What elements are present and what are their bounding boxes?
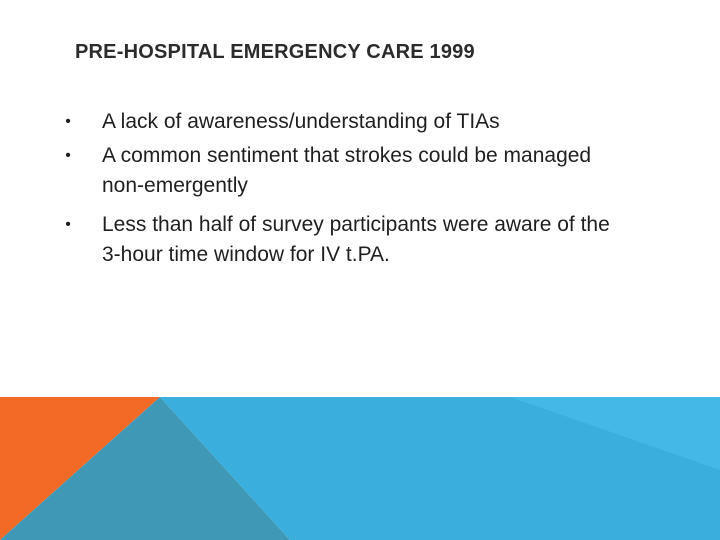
bullet-item: [58, 107, 618, 137]
bullet-list: [58, 107, 618, 274]
bullet-item: [58, 141, 618, 201]
bullet-icon: •: [65, 113, 71, 130]
bullet-icon: •: [65, 147, 71, 164]
bullet-text: A common sentiment that strokes could be managed non-emergently: [102, 144, 592, 197]
bullet-item: [58, 210, 618, 270]
slide-title: PRE-HOSPITAL EMERGENCY CARE 1999: [75, 41, 475, 63]
bullet-text: A lack of awareness/understanding of TIAs: [102, 110, 500, 133]
bullet-icon: •: [65, 216, 71, 233]
bullet-text: Less than half of survey participants were aware of the 3-hour time window for IV t.PA.: [102, 213, 610, 266]
